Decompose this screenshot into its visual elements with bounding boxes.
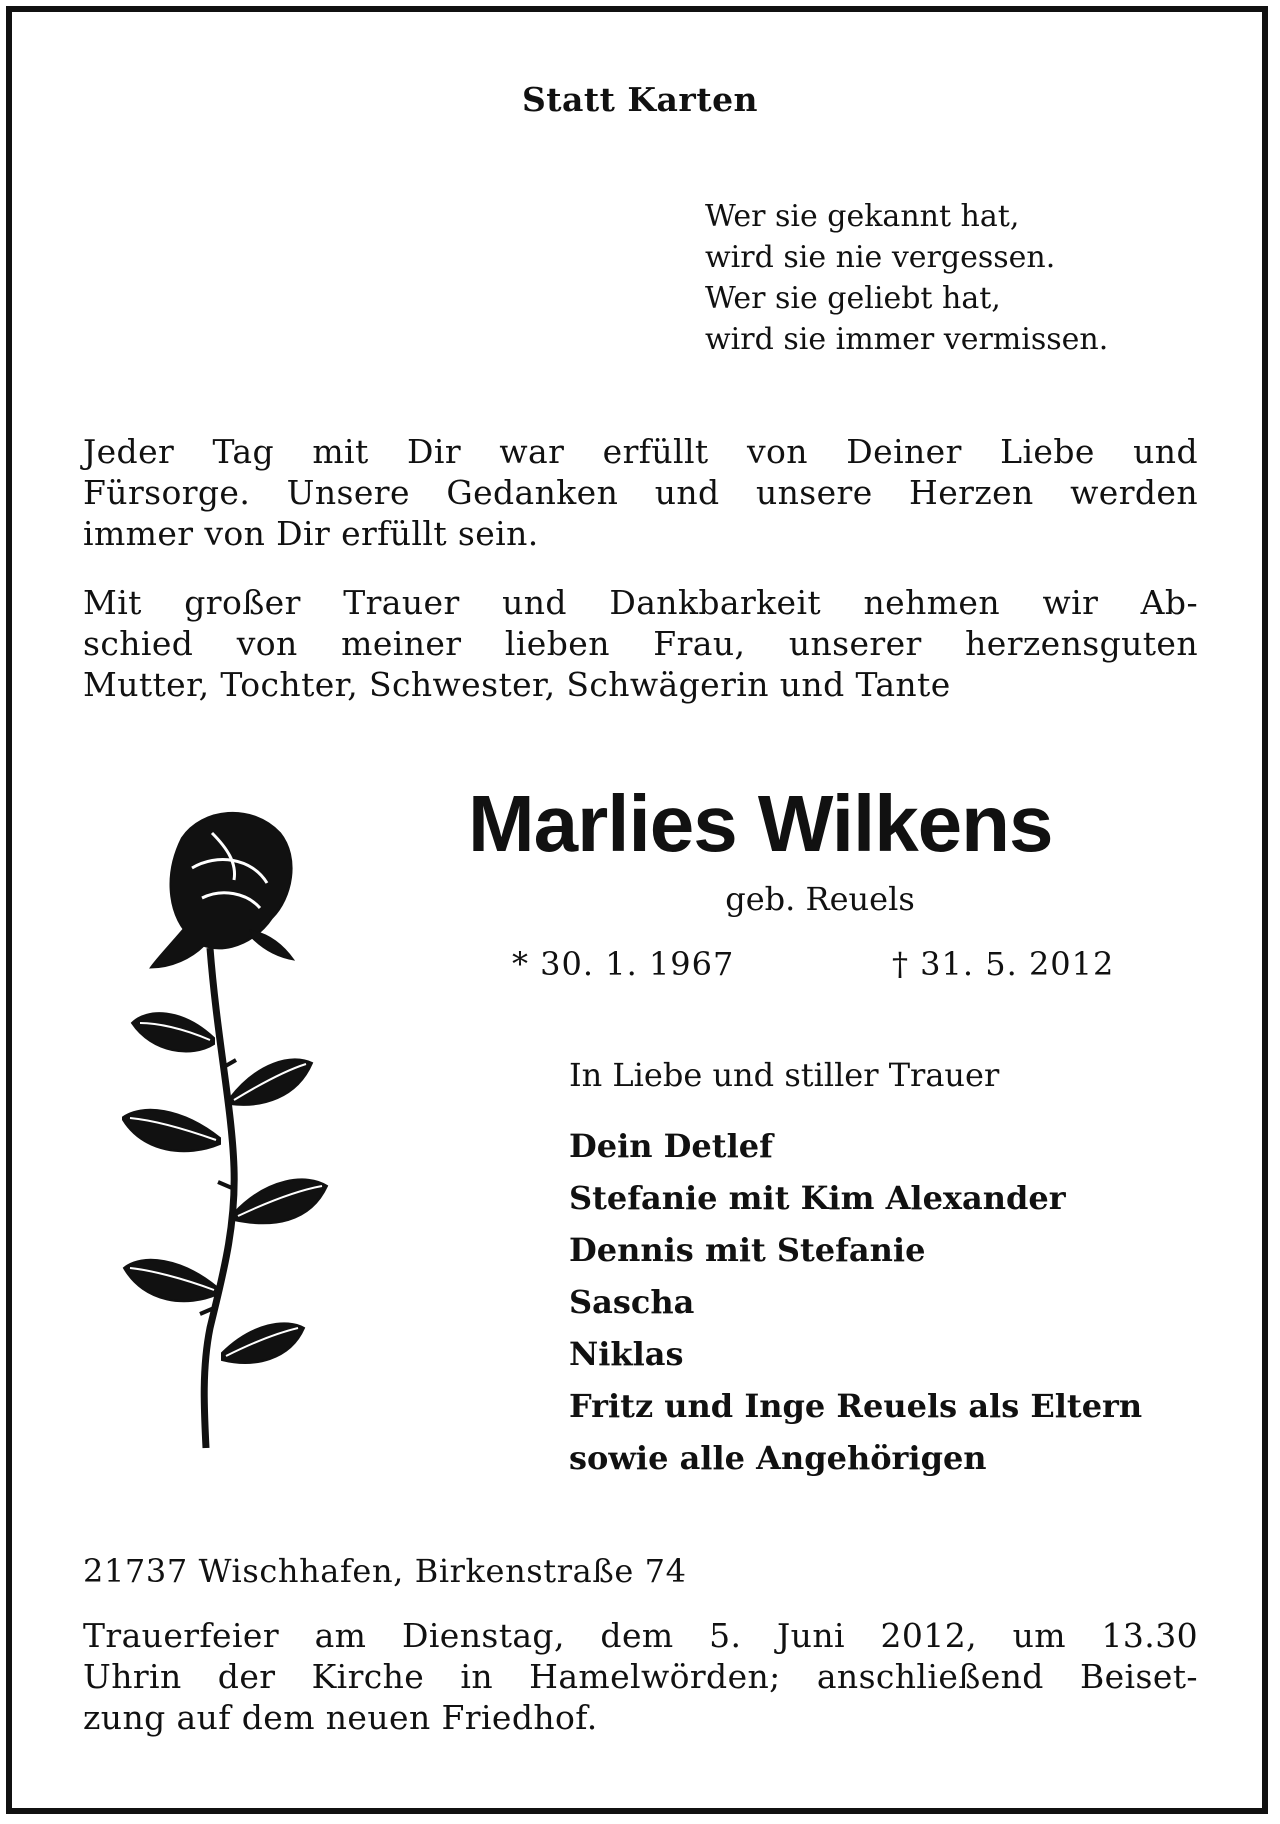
poem-line: Wer sie gekannt hat,	[705, 199, 1020, 234]
ceremony-info	[83, 1615, 1198, 1738]
paragraph-line: Jeder Tag mit Dir war erfüllt von Deiner Liebe und	[83, 432, 1198, 471]
mourner: Dein Detlef	[569, 1127, 773, 1165]
paragraph-line: Mit großer Trauer und Dankbarkeit nehmen wir Ab-	[83, 583, 1198, 622]
maiden-name: geb. Reuels	[725, 880, 915, 918]
poem-line: wird sie immer vermissen.	[705, 322, 1109, 357]
deceased-name: Marlies Wilkens	[468, 779, 1053, 868]
mourners-list	[569, 1120, 1209, 1484]
heading: Statt Karten	[521, 80, 759, 119]
ceremony-line: zung auf dem neuen Friedhof.	[83, 1698, 598, 1737]
death-date: † 31. 5. 2012	[892, 945, 1115, 983]
mourning-intro: In Liebe und stiller Trauer	[569, 1056, 1000, 1094]
address: 21737 Wischhafen, Birkenstraße 74	[83, 1552, 687, 1590]
mourner: Stefanie mit Kim Alexander	[569, 1179, 1066, 1217]
poem	[705, 196, 1225, 360]
birth-date: * 30. 1. 1967	[512, 945, 735, 983]
mourner: Fritz und Inge Reuels als Eltern	[569, 1387, 1143, 1425]
mourner: sowie alle Angehörigen	[569, 1439, 987, 1477]
paragraph-line: Fürsorge. Unsere Gedanken und unsere Herzen werden	[83, 473, 1198, 512]
ceremony-line: Trauerfeier am Dienstag, dem 5. Juni 2012, um 13.30	[83, 1616, 1198, 1655]
paragraph-love	[83, 431, 1198, 554]
paragraph-line: Mutter, Tochter, Schwester, Schwägerin und Tante	[83, 665, 951, 704]
paragraph-line: schied von meiner lieben Frau, unserer herzensguten	[83, 624, 1198, 663]
mourner: Dennis mit Stefanie	[569, 1231, 926, 1269]
ceremony-line: Uhrin der Kirche in Hamelwörden; anschließend Beiset-	[83, 1657, 1198, 1696]
paragraph-line: immer von Dir erfüllt sein.	[83, 514, 539, 553]
poem-line: Wer sie geliebt hat,	[705, 281, 1001, 316]
mourner: Sascha	[569, 1283, 695, 1321]
mourner: Niklas	[569, 1335, 684, 1373]
poem-line: wird sie nie vergessen.	[705, 240, 1056, 275]
paragraph-farewell	[83, 582, 1198, 705]
